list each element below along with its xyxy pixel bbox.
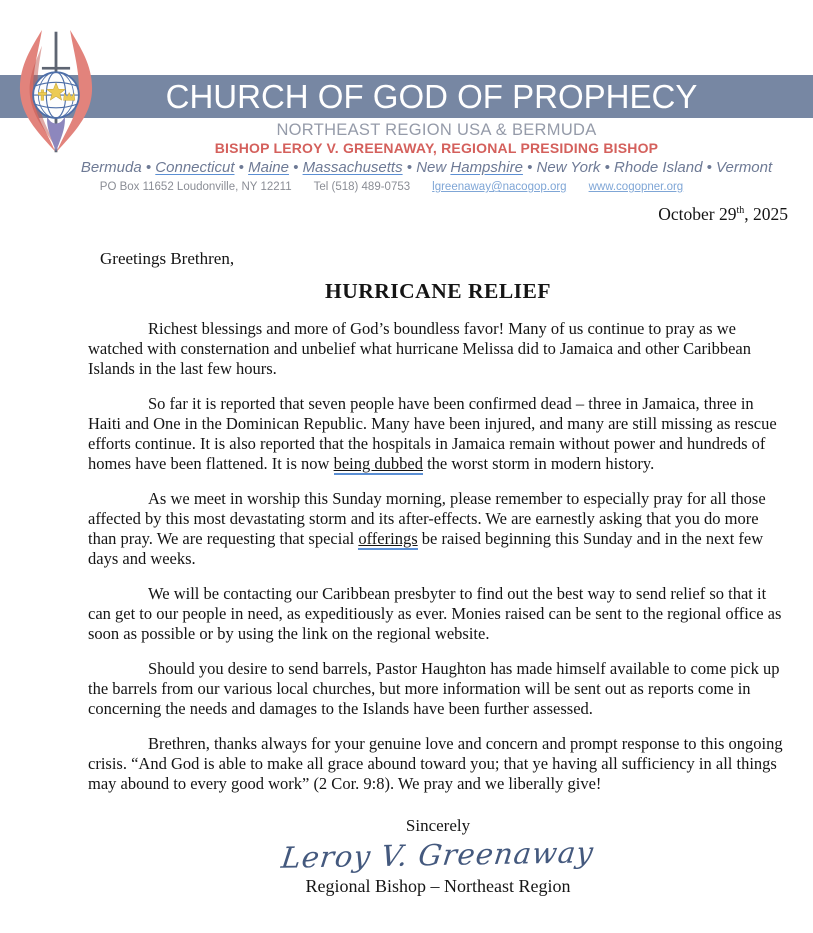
state-name[interactable]: Maine xyxy=(248,159,289,176)
date-year: , 2025 xyxy=(744,204,788,224)
letter-body xyxy=(88,196,788,897)
state-name: New York xyxy=(536,159,601,176)
date-line xyxy=(88,204,788,225)
paragraph-text: Should you desire to send barrels, Pastor Haughton has made himself available to come pick up the barrels from our various local churches, but more information will be sent out as reports come in concerning the needs and damages to the Islands have been further assessed. xyxy=(88,659,780,718)
paragraph-text: Brethren, thanks always for your genuine love and concern and prompt response to this ongoing crisis. “And God is able to make all grace abound toward you; that ye having all sufficiency in all things may abound to every good work” (2 Cor. 9:8). We pray and we liberally give! xyxy=(88,734,783,793)
body-paragraph xyxy=(88,319,788,379)
phone-number: Tel (518) 489-0753 xyxy=(313,181,411,193)
date-ordinal: th xyxy=(736,205,745,217)
state-separator: • xyxy=(702,159,717,176)
banner xyxy=(0,75,813,118)
state-separator: • xyxy=(402,159,417,176)
paragraphs-container xyxy=(88,319,788,794)
state-separator: • xyxy=(600,159,615,176)
email-link[interactable]: lgreenaway@nacogop.org xyxy=(432,181,567,193)
website-link[interactable]: www.cogopner.org xyxy=(588,181,684,193)
signature-text: Leroy V. Greenaway xyxy=(279,835,597,875)
letter-title: HURRICANE RELIEF xyxy=(324,279,551,303)
state-separator: • xyxy=(522,159,537,176)
paragraph-text: We will be contacting our Caribbean presbyter to find out the best way to send relief so that it can get to our people in need, as expeditiously as ever. Monies raised can be sent to the regional office as soon as possible or by using the link on the regional website. xyxy=(88,584,782,643)
paragraph-text: So far it is reported that seven people have been confirmed dead – three in Jamaica, three in Haiti and One in the Dominican Republic. Many have been injured, and many are still missing as rescue efforts continue. It is also reported that the hospitals in Jamaica remain without power and hundreds of homes have been flattened. It is now xyxy=(88,394,777,473)
bishop-subtitle: BISHOP LEROY V. GREENAWAY, REGIONAL PRESIDING BISHOP xyxy=(214,140,659,156)
signer-title: Regional Bishop – Northeast Region xyxy=(305,876,571,896)
state-name[interactable]: Hampshire xyxy=(450,159,523,176)
state-name[interactable]: Massachusetts xyxy=(302,159,403,176)
state-separator: • xyxy=(234,159,249,176)
body-paragraph xyxy=(88,659,788,719)
body-paragraph xyxy=(88,734,788,794)
greeting: Greetings Brethren, xyxy=(100,249,235,268)
paragraph-text: be raised beginning this Sunday and in the next few days and weeks. xyxy=(88,529,764,568)
body-paragraph xyxy=(88,394,788,474)
state-name-prefix: New xyxy=(416,159,451,176)
cogop-flame-globe-cross-logo xyxy=(12,28,100,156)
closing: Sincerely xyxy=(405,816,471,835)
paragraph-text: Richest blessings and more of God’s boundless favor! Many of us continue to pray as we watched with consternation and unbelief what hurricane Melissa did to Jamaica and other Caribbean Islands in the last few hours. xyxy=(88,319,751,378)
state-name[interactable]: Connecticut xyxy=(155,159,235,176)
org-name: CHURCH OF GOD OF PROPHECY xyxy=(165,78,698,115)
states-line xyxy=(50,159,803,176)
state-name: Bermuda xyxy=(80,159,142,176)
po-box-address: PO Box 11652 Loudonville, NY 12211 xyxy=(99,181,292,193)
body-paragraph xyxy=(88,489,788,569)
paragraph-text: the worst storm in modern history. xyxy=(422,454,655,473)
date-day: October 29 xyxy=(658,204,737,224)
state-separator: • xyxy=(288,159,303,176)
cross-arm xyxy=(42,67,70,70)
state-name: Vermont xyxy=(716,159,773,176)
signature xyxy=(88,835,788,875)
paragraph-text: As we meet in worship this Sunday morning, please remember to especially pray for all those affected by this most devastating storm and its after-effects. We are earnestly asking that you do more than pray. We are requesting that special xyxy=(88,489,766,548)
body-paragraph xyxy=(88,584,788,644)
state-separator: • xyxy=(141,159,156,176)
state-name: Rhode Island xyxy=(614,159,703,176)
grammar-underlined-phrase: offerings xyxy=(358,529,418,548)
contact-line xyxy=(0,181,783,193)
region-subtitle: NORTHEAST REGION USA & BERMUDA xyxy=(276,121,597,139)
grammar-underlined-phrase: being dubbed xyxy=(333,454,423,473)
